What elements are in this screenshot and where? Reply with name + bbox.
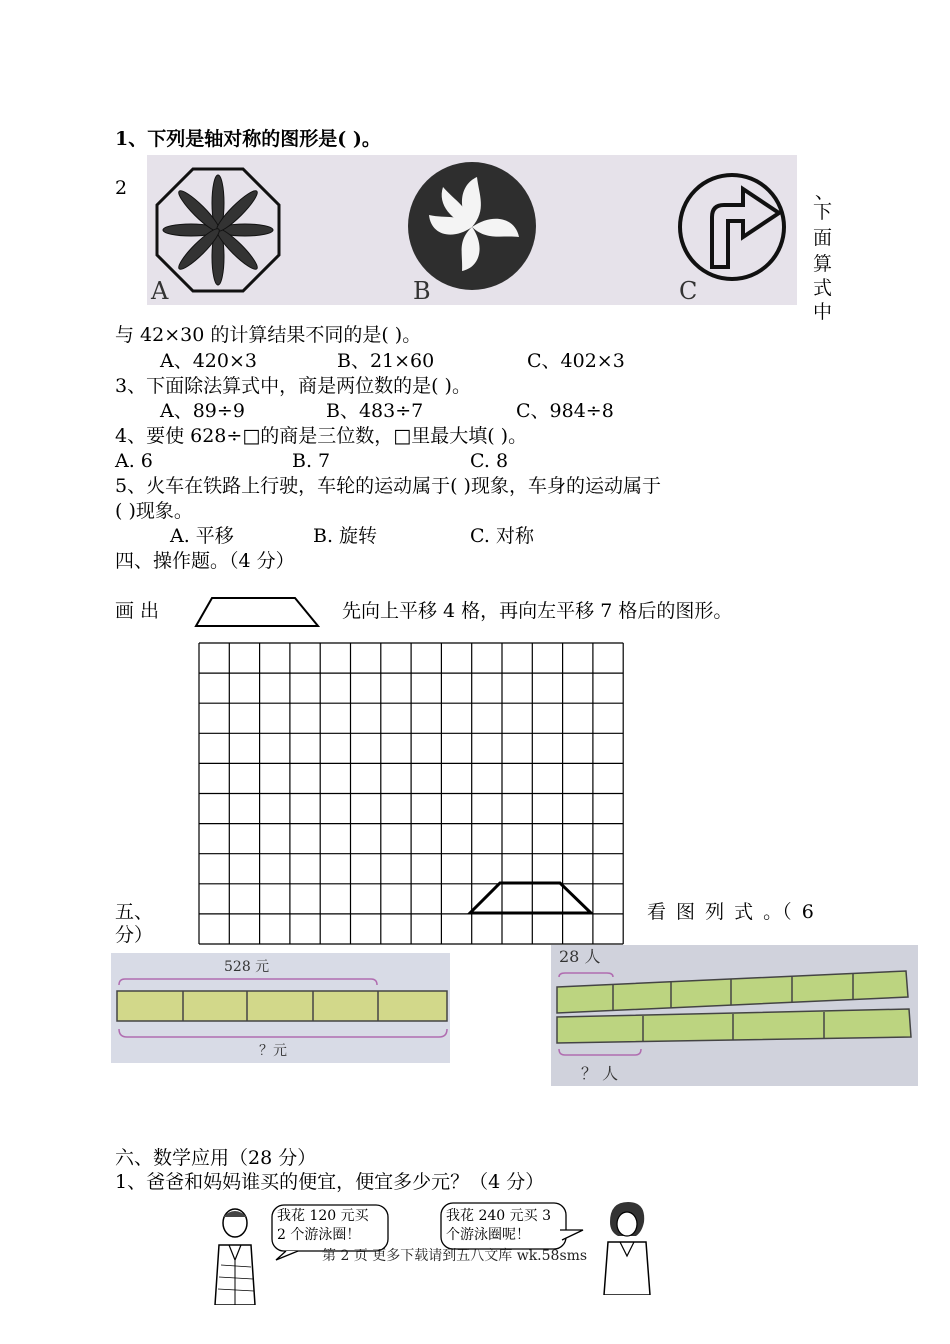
- section6-title: 六、数学应用（28 分）: [115, 1147, 317, 1169]
- q2-option-b: B、21×60: [337, 350, 435, 372]
- figure-b-bauhinia: [408, 162, 536, 290]
- q5-line2: ( )现象。: [115, 500, 193, 522]
- q5-option-a: A. 平移: [170, 525, 234, 547]
- draw-prefix: 画 出: [115, 600, 160, 622]
- figure-label-a: A: [151, 277, 169, 305]
- right-bar-diagram: [551, 945, 918, 1086]
- q4-text: 4、要使 628÷□的商是三位数，□里最大填( )。: [115, 425, 528, 447]
- q2-number: 2: [115, 177, 128, 199]
- left-bottom-label: ？元: [259, 1043, 287, 1059]
- q3-option-c: C、984÷8: [516, 400, 614, 422]
- mom-bubble-line2: 个游泳圈呢！: [446, 1227, 530, 1243]
- section6-q1: 1、爸爸和妈妈谁买的便宜，便宜多少元？（4 分）: [115, 1171, 545, 1193]
- left-bar-diagram: [111, 953, 450, 1063]
- figure-label-c: C: [679, 277, 698, 305]
- figure-a-octagon: [157, 169, 279, 291]
- left-top-label: 528 元: [224, 959, 270, 975]
- mom-figure-icon: [596, 1200, 658, 1295]
- symmetry-figures: [147, 155, 797, 305]
- right-top-label: 28 人: [559, 947, 601, 966]
- q2-continuation: 与 42×30 的计算结果不同的是( )。: [115, 324, 422, 346]
- dad-bubble-line2: 2 个游泳圈！: [277, 1227, 361, 1243]
- dad-figure-icon: [205, 1205, 267, 1305]
- grid-trapezoid: [470, 883, 591, 913]
- q4-option-a: A. 6: [115, 450, 153, 472]
- section5-label: 五、: [115, 901, 154, 923]
- section5-title: 看 图 列 式 。（ 6: [647, 901, 814, 923]
- figure-label-b: B: [413, 277, 431, 305]
- translation-grid[interactable]: [198, 642, 624, 946]
- q5-line1: 5、火车在铁路上行驶，车轮的运动属于( )现象，车身的运动属于: [115, 475, 661, 497]
- q5-option-b: B. 旋转: [313, 525, 378, 547]
- q2-number-tail: 、: [815, 181, 835, 203]
- q2-option-c: C、402×3: [527, 350, 625, 372]
- q3-text: 3、下面除法算式中，商是两位数的是( )。: [115, 375, 471, 397]
- q2-vertical-1: 下: [813, 201, 833, 223]
- q2-vertical-4: 式: [813, 277, 833, 299]
- q2-vertical-3: 算: [813, 253, 833, 275]
- q2-vertical-5: 中: [813, 301, 833, 323]
- trapezoid-sample-icon: [190, 592, 325, 632]
- page-footer: 第 2 页 更多下载请到五八文库 wk.58sms: [322, 1248, 588, 1264]
- dad-bubble-line1: 我花 120 元买: [277, 1208, 369, 1224]
- q5-option-c: C. 对称: [470, 525, 534, 547]
- right-bottom-label: ？ 人: [581, 1064, 619, 1083]
- q2-vertical-2: 面: [813, 227, 833, 249]
- q3-option-a: A、89÷9: [160, 400, 245, 422]
- figure-c-arrow-sign: [680, 175, 784, 279]
- q4-option-b: B. 7: [292, 450, 331, 472]
- section4-instruction: 先向上平移 4 格，再向左平移 7 格后的图形。: [342, 600, 733, 622]
- q4-option-c: C. 8: [470, 450, 509, 472]
- figures-svg: [147, 155, 797, 305]
- section5-title-cont: 分）: [115, 924, 154, 946]
- q2-option-a: A、420×3: [160, 350, 257, 372]
- q3-option-b: B、483÷7: [326, 400, 424, 422]
- section4-title: 四、操作题。（4 分）: [115, 550, 295, 572]
- q1-text: 1、下列是轴对称的图形是( )。: [115, 128, 381, 150]
- mom-bubble-line1: 我花 240 元买 3: [446, 1208, 551, 1224]
